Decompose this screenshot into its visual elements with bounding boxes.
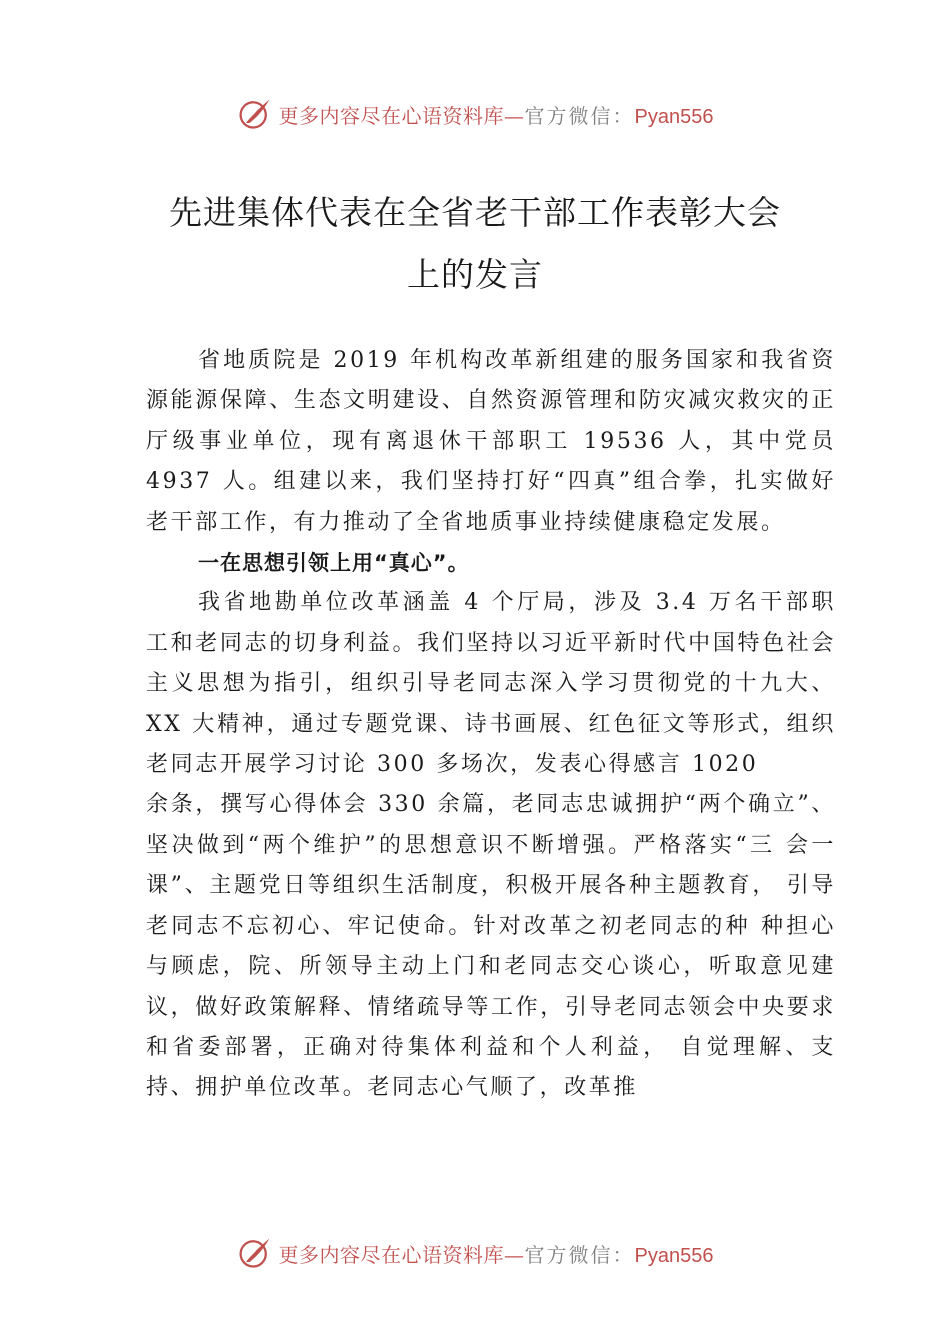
- watermark-banner-top: [0, 94, 950, 134]
- watermark-text: 更多内容尽在心语资料库—官方微信：Pyan556: [278, 1242, 714, 1267]
- paragraph-intro: 省地质院是 2019 年机构改革新组建的服务国家和我省资源能源保障、生态文明建设、自然资源管理和防灾减灾救灾的正厅级事业单位，现有离退休干部职工 19536 人，其中党员 4937 人。组建以来，我们坚持打好“四真”组合拳，扎实做好老干部工作，有力推动了全省地质事业持续健康稳定发展。: [146, 348, 836, 535]
- paragraph-body-part1: 我省地勘单位改革涵盖 4 个厅局，涉及 3.4 万名干部职工和老同志的切身利益。我们坚持以习近平新时代中国特色社会主义思想为指引，组织引导老同志深入学习贯彻党的十九大、XX 大精神，通过专题党课、诗书画展、红色征文等形式，组织老同志开展学习讨论 300 多场次，发表心得感言 1020: [146, 590, 836, 778]
- watermark-text: 更多内容尽在心语资料库—官方微信：Pyan556: [278, 103, 714, 128]
- quill-logo-icon: [237, 96, 273, 132]
- document-title: 先进集体代表在全省老干部工作表彰大会 上的发言: [169, 193, 781, 294]
- watermark-label: 官方微信：: [524, 1242, 635, 1267]
- watermark-label: 官方微信：: [524, 103, 635, 128]
- watermark-handle: Pyan556: [634, 105, 714, 128]
- watermark-handle: Pyan556: [634, 1244, 714, 1267]
- document-body: [146, 341, 836, 1109]
- paragraph-body-part2: 余条，撰写心得体会 330 余篇，老同志忠诚拥护“两个确立”、坚决做到“两个维护”的思想意识不断增强。严格落实“三 会一课”、主题党日等组织生活制度，积极开展各种主题教育， 引导老同志不忘初心、牢记使命。针对改革之初老同志的种 种担心与顾虑，院、所领导主动上门和老同志交心谈心，听取意见建议，做好政策解释、情绪疏导等工作，引导老同志领会中央要求和省委部署，正确对待集体利益和个人利益， 自觉理解、支持、拥护单位改革。老同志心气顺了，改革推: [146, 792, 836, 1101]
- watermark-banner-bottom: [0, 1233, 950, 1273]
- section-heading: 一在思想引领上用“真心”。: [198, 551, 470, 576]
- quill-logo-icon: [237, 1235, 273, 1271]
